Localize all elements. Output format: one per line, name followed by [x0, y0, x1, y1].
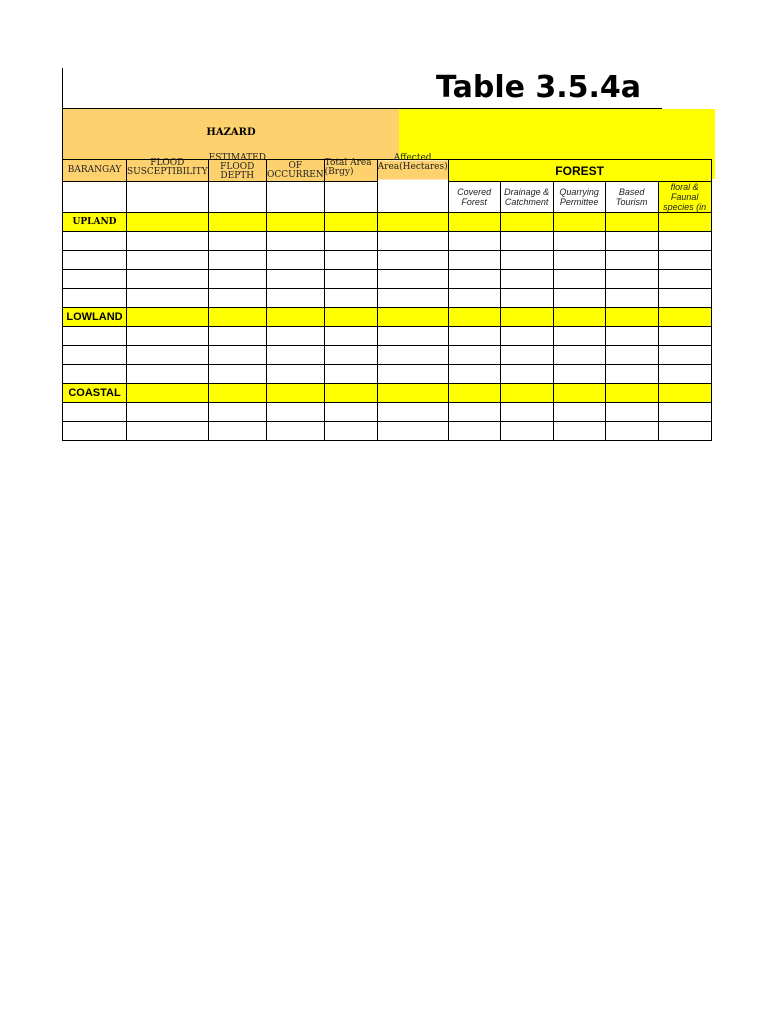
table-row: [63, 346, 712, 365]
table-cell: [377, 213, 448, 232]
header-blank-cell: [266, 182, 324, 213]
table-row: [63, 365, 712, 384]
header-blank-cell: [63, 182, 127, 213]
subcol-based-tourism: Based Tourism: [605, 182, 658, 213]
table-cell: [605, 213, 658, 232]
col-header-barangay: BARANGAY: [63, 160, 127, 182]
col-header-occurrence: OF OCCURREN: [266, 160, 324, 180]
table-row: [63, 289, 712, 308]
col-header-affected-area: Affected Area(Hectares): [377, 160, 448, 213]
category-row-lowland: [63, 308, 712, 327]
col-header-flood-susceptibility: FLOOD SUSCEPTIBILITY: [127, 160, 209, 182]
table-cell: [500, 213, 553, 232]
header-blank-cell: [127, 182, 209, 213]
table-cell: [658, 213, 711, 232]
category-row-coastal: [63, 384, 712, 403]
table-row: [63, 422, 712, 441]
subcol-covered-forest: Covered Forest: [448, 182, 500, 213]
category-label-upland: UPLAND: [63, 213, 127, 232]
table-cell: [208, 213, 266, 232]
subcol-quarrying-permittee: Quarrying Permittee: [553, 182, 605, 213]
table-row: [63, 270, 712, 289]
table-row: [63, 251, 712, 270]
table-cell: [448, 213, 500, 232]
table-row: [63, 403, 712, 422]
col-header-forest: FOREST: [448, 160, 711, 182]
category-row-upland: [63, 213, 712, 232]
category-label-coastal: COASTAL: [63, 384, 127, 403]
table-row: [63, 232, 712, 251]
table-cell: [324, 213, 377, 232]
table-row: [63, 327, 712, 346]
table-cell: [127, 213, 209, 232]
table-cell: [553, 213, 605, 232]
page-title: Table 3.5.4a: [436, 70, 642, 105]
subcol-drainage-catchment: Drainage & Catchment: [500, 182, 553, 213]
col-header-total-area: Total Area (Brgy): [324, 160, 377, 182]
hazard-header-label: HAZARD: [206, 127, 256, 138]
header-blank-cell: [324, 182, 377, 213]
subcol-floral-faunal: floral & Faunal species (in: [658, 182, 711, 213]
table-cell: [266, 213, 324, 232]
category-label-lowland: LOWLAND: [63, 308, 127, 327]
col-header-estimated-flood-depth: ESTIMATED FLOOD DEPTH: [208, 153, 266, 181]
header-blank-cell: [208, 182, 266, 213]
hazard-forest-table: [62, 153, 712, 441]
header-row-1: [63, 160, 712, 182]
